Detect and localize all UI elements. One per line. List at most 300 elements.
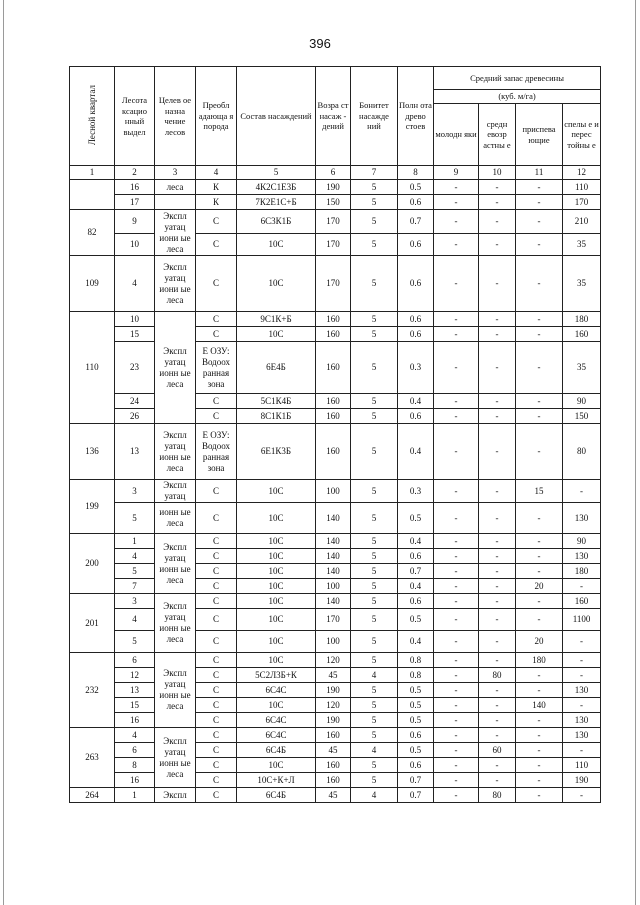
middle-stock-cell: 60: [479, 743, 516, 758]
column-number: 2: [115, 166, 155, 180]
site-class-cell: 5: [351, 480, 398, 503]
middle-stock-cell: -: [479, 579, 516, 594]
young-stock-cell: -: [434, 409, 479, 424]
composition-cell: 10С: [237, 234, 316, 256]
table-row: [70, 503, 601, 534]
header-middle-aged: средн евозр астны е: [479, 104, 516, 166]
mature-stock-cell: 1100: [563, 609, 601, 631]
table-row: [70, 609, 601, 631]
allotment-cell: 16: [115, 773, 155, 788]
allotment-cell: 10: [115, 312, 155, 327]
age-cell: 190: [316, 713, 351, 728]
composition-cell: 6С4С: [237, 713, 316, 728]
allotment-cell: 23: [115, 342, 155, 394]
table-row: [70, 549, 601, 564]
age-cell: 140: [316, 564, 351, 579]
site-class-cell: 5: [351, 698, 398, 713]
mature-stock-cell: 90: [563, 534, 601, 549]
site-class-cell: 5: [351, 594, 398, 609]
allotment-cell: 6: [115, 743, 155, 758]
table-row: [70, 683, 601, 698]
site-class-cell: 5: [351, 256, 398, 312]
composition-cell: 10С: [237, 594, 316, 609]
young-stock-cell: -: [434, 743, 479, 758]
mature-stock-cell: 160: [563, 594, 601, 609]
density-cell: 0.8: [398, 668, 434, 683]
site-class-cell: 5: [351, 713, 398, 728]
maturing-stock-cell: -: [516, 327, 563, 342]
composition-cell: 10С: [237, 758, 316, 773]
density-cell: 0.5: [398, 698, 434, 713]
maturing-stock-cell: -: [516, 683, 563, 698]
density-cell: 0.6: [398, 409, 434, 424]
young-stock-cell: -: [434, 342, 479, 394]
middle-stock-cell: 80: [479, 668, 516, 683]
middle-stock-cell: -: [479, 534, 516, 549]
species-cell: С: [196, 773, 237, 788]
species-cell: С: [196, 698, 237, 713]
age-cell: 160: [316, 424, 351, 480]
composition-cell: 10С: [237, 534, 316, 549]
site-class-cell: 5: [351, 683, 398, 698]
allotment-cell: 26: [115, 409, 155, 424]
column-number: 5: [237, 166, 316, 180]
maturing-stock-cell: -: [516, 342, 563, 394]
age-cell: 160: [316, 728, 351, 743]
allotment-cell: 16: [115, 180, 155, 195]
composition-cell: 5С1К4Б: [237, 394, 316, 409]
column-number: 10: [479, 166, 516, 180]
forest-quarter-cell: 110: [70, 312, 115, 424]
maturing-stock-cell: -: [516, 594, 563, 609]
site-class-cell: 5: [351, 549, 398, 564]
species-cell: С: [196, 668, 237, 683]
scan-edge-left: [3, 0, 4, 905]
young-stock-cell: -: [434, 773, 479, 788]
maturing-stock-cell: -: [516, 758, 563, 773]
allotment-cell: 16: [115, 713, 155, 728]
density-cell: 0.6: [398, 234, 434, 256]
maturing-stock-cell: -: [516, 788, 563, 803]
composition-cell: 6С4Б: [237, 788, 316, 803]
header-allotment: Лесота ксацио нный выдел: [115, 67, 155, 166]
site-class-cell: 5: [351, 424, 398, 480]
allotment-cell: 15: [115, 698, 155, 713]
age-cell: 100: [316, 480, 351, 503]
density-cell: 0.6: [398, 728, 434, 743]
species-cell: С: [196, 312, 237, 327]
composition-cell: 7К2Е1С+Б: [237, 195, 316, 210]
composition-cell: 5С2Л3Б+К: [237, 668, 316, 683]
allotment-cell: 5: [115, 503, 155, 534]
species-cell: С: [196, 234, 237, 256]
density-cell: 0.7: [398, 788, 434, 803]
maturing-stock-cell: -: [516, 549, 563, 564]
mature-stock-cell: 90: [563, 394, 601, 409]
species-cell: С: [196, 743, 237, 758]
species-cell: С: [196, 409, 237, 424]
site-class-cell: 5: [351, 409, 398, 424]
maturing-stock-cell: -: [516, 503, 563, 534]
mature-stock-cell: 150: [563, 409, 601, 424]
young-stock-cell: -: [434, 728, 479, 743]
young-stock-cell: -: [434, 631, 479, 653]
young-stock-cell: -: [434, 394, 479, 409]
density-cell: 0.7: [398, 773, 434, 788]
column-number: 7: [351, 166, 398, 180]
species-cell: С: [196, 728, 237, 743]
allotment-cell: 24: [115, 394, 155, 409]
young-stock-cell: -: [434, 668, 479, 683]
mature-stock-cell: 130: [563, 503, 601, 534]
site-class-cell: 5: [351, 312, 398, 327]
species-cell: С: [196, 653, 237, 668]
middle-stock-cell: -: [479, 480, 516, 503]
age-cell: 120: [316, 653, 351, 668]
composition-cell: 10С: [237, 609, 316, 631]
middle-stock-cell: -: [479, 698, 516, 713]
forest-quarter-cell: 263: [70, 728, 115, 788]
table-row: [70, 594, 601, 609]
middle-stock-cell: -: [479, 631, 516, 653]
species-cell: С: [196, 631, 237, 653]
forest-purpose-cell: Экспл уатац иони ые леса: [155, 210, 196, 256]
middle-stock-cell: -: [479, 234, 516, 256]
young-stock-cell: -: [434, 594, 479, 609]
density-cell: 0.5: [398, 683, 434, 698]
header-forest-quarter-label: Лесной квартал: [86, 84, 97, 145]
maturing-stock-cell: -: [516, 773, 563, 788]
species-cell: С: [196, 683, 237, 698]
age-cell: 100: [316, 631, 351, 653]
column-number: 12: [563, 166, 601, 180]
mature-stock-cell: 210: [563, 210, 601, 234]
composition-cell: 10С: [237, 256, 316, 312]
site-class-cell: 5: [351, 342, 398, 394]
density-cell: 0.5: [398, 503, 434, 534]
forest-purpose-cell: Экспл уатац ионн ые леса: [155, 534, 196, 594]
maturing-stock-cell: 20: [516, 579, 563, 594]
age-cell: 120: [316, 698, 351, 713]
age-cell: 170: [316, 210, 351, 234]
maturing-stock-cell: 180: [516, 653, 563, 668]
maturing-stock-cell: -: [516, 534, 563, 549]
density-cell: 0.5: [398, 609, 434, 631]
middle-stock-cell: -: [479, 195, 516, 210]
mature-stock-cell: -: [563, 668, 601, 683]
age-cell: 100: [316, 579, 351, 594]
forest-purpose-cell: Экспл уатац ионн ые леса: [155, 594, 196, 653]
density-cell: 0.5: [398, 713, 434, 728]
mature-stock-cell: 130: [563, 713, 601, 728]
allotment-cell: 5: [115, 631, 155, 653]
density-cell: 0.6: [398, 312, 434, 327]
composition-cell: 10С: [237, 480, 316, 503]
site-class-cell: 5: [351, 210, 398, 234]
middle-stock-cell: -: [479, 424, 516, 480]
middle-stock-cell: -: [479, 683, 516, 698]
mature-stock-cell: 110: [563, 180, 601, 195]
species-cell: С: [196, 210, 237, 234]
age-cell: 140: [316, 534, 351, 549]
table-row: [70, 698, 601, 713]
species-cell: С: [196, 256, 237, 312]
maturing-stock-cell: -: [516, 668, 563, 683]
middle-stock-cell: -: [479, 210, 516, 234]
species-cell: К: [196, 195, 237, 210]
age-cell: 140: [316, 594, 351, 609]
forest-purpose-cell: леса: [155, 180, 196, 195]
maturing-stock-cell: 140: [516, 698, 563, 713]
maturing-stock-cell: -: [516, 424, 563, 480]
header-site-class: Бонитет насажде ний: [351, 67, 398, 166]
mature-stock-cell: -: [563, 631, 601, 653]
allotment-cell: 5: [115, 564, 155, 579]
header-maturing: приспева ющие: [516, 104, 563, 166]
mature-stock-cell: -: [563, 653, 601, 668]
maturing-stock-cell: -: [516, 409, 563, 424]
forest-quarter-cell: 82: [70, 210, 115, 256]
forest-purpose-cell: ионн ые леса: [155, 503, 196, 534]
allotment-cell: 12: [115, 668, 155, 683]
forest-purpose-cell: Экспл уатац: [155, 480, 196, 503]
density-cell: 0.8: [398, 653, 434, 668]
site-class-cell: 5: [351, 653, 398, 668]
composition-cell: 8С1К1Б: [237, 409, 316, 424]
density-cell: 0.7: [398, 564, 434, 579]
column-number: 8: [398, 166, 434, 180]
composition-cell: 10С: [237, 579, 316, 594]
allotment-cell: 4: [115, 728, 155, 743]
table-row: [70, 394, 601, 409]
mature-stock-cell: 160: [563, 327, 601, 342]
species-cell: Е ОЗУ: Водоох ранная зона: [196, 424, 237, 480]
maturing-stock-cell: -: [516, 256, 563, 312]
mature-stock-cell: -: [563, 698, 601, 713]
forest-quarter-cell: 232: [70, 653, 115, 728]
table-row: [70, 713, 601, 728]
table-row: [70, 424, 601, 480]
middle-stock-cell: -: [479, 728, 516, 743]
middle-stock-cell: -: [479, 773, 516, 788]
column-number: 6: [316, 166, 351, 180]
species-cell: С: [196, 534, 237, 549]
allotment-cell: 7: [115, 579, 155, 594]
header-forest-purpose: Целев ое назна чение лесов: [155, 67, 196, 166]
species-cell: К: [196, 180, 237, 195]
forest-purpose-cell: Экспл уатац ионн ые леса: [155, 728, 196, 788]
density-cell: 0.6: [398, 256, 434, 312]
maturing-stock-cell: -: [516, 713, 563, 728]
mature-stock-cell: 35: [563, 234, 601, 256]
middle-stock-cell: -: [479, 342, 516, 394]
young-stock-cell: -: [434, 210, 479, 234]
young-stock-cell: -: [434, 758, 479, 773]
site-class-cell: 5: [351, 503, 398, 534]
species-cell: С: [196, 394, 237, 409]
header-composition: Состав насаждений: [237, 67, 316, 166]
header-dominant-species: Преобл адающа я порода: [196, 67, 237, 166]
species-cell: С: [196, 579, 237, 594]
species-cell: С: [196, 609, 237, 631]
middle-stock-cell: -: [479, 312, 516, 327]
young-stock-cell: -: [434, 609, 479, 631]
allotment-cell: 10: [115, 234, 155, 256]
header-mature-overmature: спелы е и перес тойны е: [563, 104, 601, 166]
header-stand-age: Возра ст насаж - дений: [316, 67, 351, 166]
species-cell: С: [196, 713, 237, 728]
young-stock-cell: -: [434, 713, 479, 728]
maturing-stock-cell: -: [516, 394, 563, 409]
density-cell: 0.4: [398, 534, 434, 549]
forest-quarter-cell: [70, 180, 115, 210]
table-row: [70, 409, 601, 424]
table-row: [70, 480, 601, 503]
site-class-cell: 5: [351, 534, 398, 549]
middle-stock-cell: -: [479, 180, 516, 195]
composition-cell: 10С+К+Л: [237, 773, 316, 788]
table-row: [70, 256, 601, 312]
age-cell: 45: [316, 788, 351, 803]
young-stock-cell: -: [434, 327, 479, 342]
density-cell: 0.4: [398, 424, 434, 480]
scan-edge-right: [635, 0, 636, 905]
maturing-stock-cell: -: [516, 728, 563, 743]
young-stock-cell: -: [434, 312, 479, 327]
density-cell: 0.6: [398, 195, 434, 210]
column-number: 1: [70, 166, 115, 180]
age-cell: 140: [316, 503, 351, 534]
mature-stock-cell: 170: [563, 195, 601, 210]
young-stock-cell: -: [434, 195, 479, 210]
composition-cell: 10С: [237, 327, 316, 342]
density-cell: 0.6: [398, 327, 434, 342]
composition-cell: 10С: [237, 549, 316, 564]
table-row: [70, 668, 601, 683]
age-cell: 45: [316, 668, 351, 683]
species-cell: С: [196, 758, 237, 773]
composition-cell: 6С3К1Б: [237, 210, 316, 234]
allotment-cell: 9: [115, 210, 155, 234]
forest-purpose-cell: [155, 195, 196, 210]
composition-cell: 6Е4Б: [237, 342, 316, 394]
age-cell: 170: [316, 256, 351, 312]
table-row: [70, 195, 601, 210]
site-class-cell: 5: [351, 631, 398, 653]
forest-quarter-cell: 200: [70, 534, 115, 594]
density-cell: 0.4: [398, 579, 434, 594]
age-cell: 140: [316, 549, 351, 564]
composition-cell: 10С: [237, 564, 316, 579]
table-row: [70, 773, 601, 788]
middle-stock-cell: -: [479, 256, 516, 312]
mature-stock-cell: 80: [563, 424, 601, 480]
column-number-row: [70, 166, 601, 180]
composition-cell: 6С4С: [237, 728, 316, 743]
young-stock-cell: -: [434, 234, 479, 256]
maturing-stock-cell: -: [516, 312, 563, 327]
age-cell: 45: [316, 743, 351, 758]
species-cell: С: [196, 788, 237, 803]
forest-stock-table: [69, 66, 601, 803]
table-body: [70, 180, 601, 803]
forest-quarter-cell: 199: [70, 480, 115, 534]
forest-quarter-cell: 136: [70, 424, 115, 480]
mature-stock-cell: 180: [563, 312, 601, 327]
middle-stock-cell: -: [479, 327, 516, 342]
age-cell: 190: [316, 683, 351, 698]
site-class-cell: 5: [351, 195, 398, 210]
mature-stock-cell: 130: [563, 549, 601, 564]
allotment-cell: 1: [115, 788, 155, 803]
age-cell: 170: [316, 234, 351, 256]
mature-stock-cell: -: [563, 579, 601, 594]
middle-stock-cell: -: [479, 713, 516, 728]
mature-stock-cell: -: [563, 480, 601, 503]
table-row: [70, 728, 601, 743]
composition-cell: 6С4Б: [237, 743, 316, 758]
forest-purpose-cell: Экспл: [155, 788, 196, 803]
forest-purpose-cell: Экспл уатац ионн ые леса: [155, 424, 196, 480]
density-cell: 0.6: [398, 549, 434, 564]
allotment-cell: 4: [115, 609, 155, 631]
mature-stock-cell: 190: [563, 773, 601, 788]
middle-stock-cell: -: [479, 549, 516, 564]
maturing-stock-cell: -: [516, 609, 563, 631]
mature-stock-cell: 35: [563, 256, 601, 312]
density-cell: 0.3: [398, 342, 434, 394]
allotment-cell: 4: [115, 549, 155, 564]
composition-cell: 10С: [237, 653, 316, 668]
composition-cell: 9С1К+Б: [237, 312, 316, 327]
forest-quarter-cell: 264: [70, 788, 115, 803]
composition-cell: 10С: [237, 631, 316, 653]
mature-stock-cell: -: [563, 788, 601, 803]
age-cell: 190: [316, 180, 351, 195]
allotment-cell: 17: [115, 195, 155, 210]
table-row: [70, 180, 601, 195]
young-stock-cell: -: [434, 534, 479, 549]
species-cell: С: [196, 594, 237, 609]
forest-purpose-cell: Экспл уатац ионн ые леса: [155, 653, 196, 728]
maturing-stock-cell: -: [516, 210, 563, 234]
table-row: [70, 234, 601, 256]
age-cell: 160: [316, 773, 351, 788]
species-cell: С: [196, 480, 237, 503]
composition-cell: 4К2С1Е3Б: [237, 180, 316, 195]
age-cell: 160: [316, 758, 351, 773]
table-row: [70, 579, 601, 594]
site-class-cell: 5: [351, 758, 398, 773]
age-cell: 160: [316, 409, 351, 424]
density-cell: 0.4: [398, 631, 434, 653]
column-number: 11: [516, 166, 563, 180]
young-stock-cell: -: [434, 503, 479, 534]
mature-stock-cell: 130: [563, 683, 601, 698]
composition-cell: 10С: [237, 503, 316, 534]
forest-purpose-cell: Экспл уатац ионн ые леса: [155, 312, 196, 424]
composition-cell: 6Е1К3Б: [237, 424, 316, 480]
age-cell: 160: [316, 312, 351, 327]
middle-stock-cell: -: [479, 409, 516, 424]
header-stand-density: Полн ота древо стоев: [398, 67, 434, 166]
species-cell: С: [196, 564, 237, 579]
maturing-stock-cell: -: [516, 180, 563, 195]
density-cell: 0.5: [398, 743, 434, 758]
header-average-stock: Средний запас древесины: [434, 67, 601, 90]
maturing-stock-cell: -: [516, 564, 563, 579]
density-cell: 0.7: [398, 210, 434, 234]
